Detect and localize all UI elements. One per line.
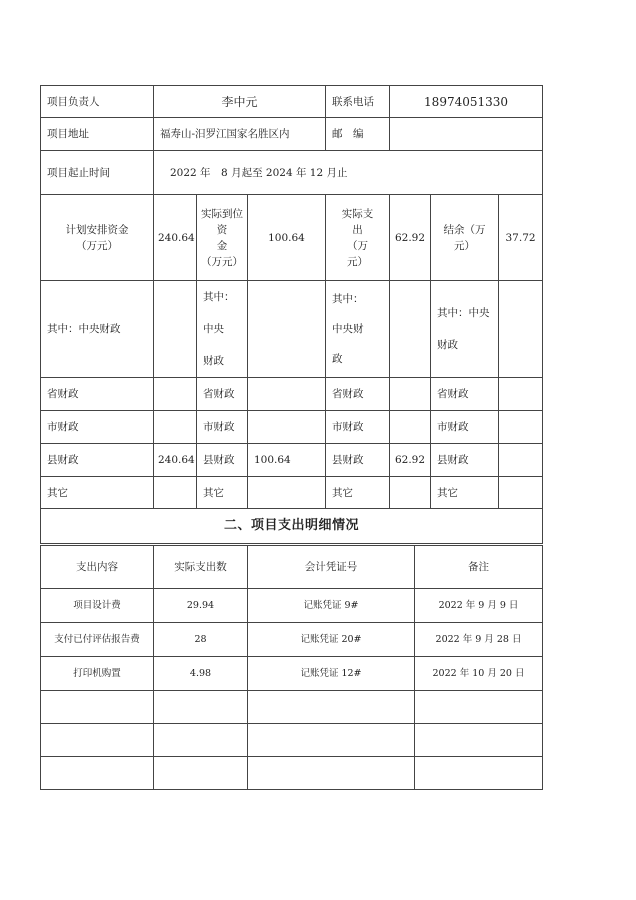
expense-voucher: 记账凭证 9# <box>248 589 415 623</box>
received-funds-value: 100.64 <box>248 195 326 281</box>
empty-cell <box>415 691 543 724</box>
city-balance-label: 市财政 <box>431 411 499 444</box>
section2-title-row <box>41 509 543 544</box>
expense-detail-table <box>40 545 543 790</box>
empty-cell <box>41 757 154 790</box>
planned-funds-label <box>41 195 154 281</box>
empty-cell <box>154 724 248 757</box>
table-row <box>41 623 543 657</box>
empty-row <box>41 724 543 757</box>
central-received-label <box>197 281 248 378</box>
empty-cell <box>248 757 415 790</box>
county-planned-label: 县财政 <box>41 444 154 477</box>
table-row <box>41 589 543 623</box>
central-spent-line: 中央财 <box>332 323 364 335</box>
county-spent-value: 62.92 <box>390 444 431 477</box>
expense-header-row <box>41 546 543 589</box>
address-label: 项目地址 <box>41 118 154 151</box>
header-content: 支出内容 <box>41 546 154 589</box>
central-received-value <box>248 281 326 378</box>
city-balance-value <box>499 411 543 444</box>
phone-label: 联系电话 <box>326 86 390 118</box>
expense-amount: 29.94 <box>154 589 248 623</box>
spent-funds-value: 62.92 <box>390 195 431 281</box>
empty-cell <box>248 691 415 724</box>
spent-label-line: 实际支 <box>341 207 374 220</box>
central-spent-line: 政 <box>332 353 343 365</box>
other-planned-label: 其它 <box>41 477 154 509</box>
expense-content: 打印机购置 <box>41 657 154 691</box>
balance-label <box>431 195 499 281</box>
other-balance-value <box>499 477 543 509</box>
section2-title: 二、项目支出明细情况 <box>41 509 543 544</box>
planned-label-line: （万元） <box>76 239 118 252</box>
county-spent-label: 县财政 <box>326 444 390 477</box>
city-received-value <box>248 411 326 444</box>
province-spent-label: 省财政 <box>326 378 390 411</box>
province-balance-value <box>499 378 543 411</box>
spent-label-line: （万 <box>347 239 369 252</box>
other-balance-label: 其它 <box>431 477 499 509</box>
central-balance-line: 财政 <box>437 339 459 351</box>
spent-funds-label <box>326 195 390 281</box>
city-spent-value <box>390 411 431 444</box>
city-spent-label: 市财政 <box>326 411 390 444</box>
postcode-label: 邮 编 <box>326 118 390 151</box>
central-received-line: 其中：中央 <box>203 291 235 335</box>
empty-cell <box>41 724 154 757</box>
other-planned-value <box>154 477 197 509</box>
empty-cell <box>154 691 248 724</box>
expense-note: 2022 年 10 月 20 日 <box>415 657 543 691</box>
city-planned-label: 市财政 <box>41 411 154 444</box>
table-row <box>41 657 543 691</box>
other-spent-label: 其它 <box>326 477 390 509</box>
planned-funds-value: 240.64 <box>154 195 197 281</box>
central-balance-line: 其中：中央 <box>437 307 490 319</box>
city-planned-value <box>154 411 197 444</box>
central-balance-value <box>499 281 543 378</box>
received-funds-label <box>197 195 248 281</box>
county-received-label: 县财政 <box>197 444 248 477</box>
central-spent-line: 其中： <box>332 293 364 305</box>
received-label-line: 金 <box>216 239 228 252</box>
empty-row <box>41 691 543 724</box>
other-received-label: 其它 <box>197 477 248 509</box>
county-balance-value <box>499 444 543 477</box>
leader-value: 李中元 <box>154 86 326 118</box>
empty-cell <box>41 691 154 724</box>
province-received-label: 省财政 <box>197 378 248 411</box>
funds-row <box>41 195 543 281</box>
central-planned-value <box>154 281 197 378</box>
central-spent-label <box>326 281 390 378</box>
county-received-value: 100.64 <box>248 444 326 477</box>
empty-cell <box>415 724 543 757</box>
province-spent-value <box>390 378 431 411</box>
province-planned-value <box>154 378 197 411</box>
address-value: 福寿山-汨罗江国家名胜区内 <box>154 118 326 151</box>
leader-row <box>41 86 543 118</box>
expense-voucher: 记账凭证 12# <box>248 657 415 691</box>
leader-label: 项目负责人 <box>41 86 154 118</box>
address-row <box>41 118 543 151</box>
province-balance-label: 省财政 <box>431 378 499 411</box>
other-finance-row <box>41 477 543 509</box>
central-balance-label <box>431 281 499 378</box>
period-label: 项目起止时间 <box>41 151 154 195</box>
header-amount: 实际支出数 <box>154 546 248 589</box>
period-value: 2022 年 8 月起至 2024 年 12 月止 <box>154 151 543 195</box>
received-label-line: （万元） <box>201 255 243 268</box>
phone-value: 18974051330 <box>390 86 543 118</box>
expense-note: 2022 年 9 月 9 日 <box>415 589 543 623</box>
empty-cell <box>154 757 248 790</box>
empty-row <box>41 757 543 790</box>
empty-cell <box>415 757 543 790</box>
spent-label-line: 元） <box>347 255 369 268</box>
county-finance-row <box>41 444 543 477</box>
balance-label-line: 元） <box>454 239 476 252</box>
other-received-value <box>248 477 326 509</box>
empty-cell <box>248 724 415 757</box>
expense-amount: 28 <box>154 623 248 657</box>
other-spent-value <box>390 477 431 509</box>
central-received-line: 财政 <box>203 355 224 367</box>
province-finance-row <box>41 378 543 411</box>
expense-amount: 4.98 <box>154 657 248 691</box>
expense-content: 项目设计费 <box>41 589 154 623</box>
spent-label-line: 出 <box>352 223 363 236</box>
project-info-table <box>40 85 543 544</box>
postcode-value <box>390 118 543 151</box>
central-finance-row <box>41 281 543 378</box>
central-planned-label: 其中：中央财政 <box>41 281 154 378</box>
central-spent-value <box>390 281 431 378</box>
expense-note: 2022 年 9 月 28 日 <box>415 623 543 657</box>
county-balance-label: 县财政 <box>431 444 499 477</box>
header-voucher: 会计凭证号 <box>248 546 415 589</box>
period-row <box>41 151 543 195</box>
city-finance-row <box>41 411 543 444</box>
expense-content: 支付已付评估报告费 <box>41 623 154 657</box>
expense-voucher: 记账凭证 20# <box>248 623 415 657</box>
province-planned-label: 省财政 <box>41 378 154 411</box>
county-planned-value: 240.64 <box>154 444 197 477</box>
balance-value: 37.72 <box>499 195 543 281</box>
balance-label-line: 结余（万 <box>443 223 486 236</box>
province-received-value <box>248 378 326 411</box>
header-note: 备注 <box>415 546 543 589</box>
city-received-label: 市财政 <box>197 411 248 444</box>
planned-label-line: 计划安排资金 <box>65 223 129 236</box>
received-label-line: 实际到位资 <box>201 207 243 236</box>
